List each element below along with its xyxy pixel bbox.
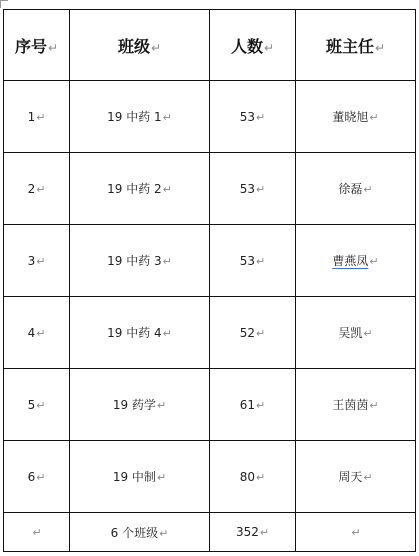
- header-teacher-text: 班主任: [325, 36, 374, 56]
- paragraph-mark-icon: ↵: [36, 398, 46, 412]
- paragraph-mark-icon: ↵: [36, 470, 46, 484]
- cell-index[interactable]: [4, 369, 70, 441]
- paragraph-mark-icon: ↵: [162, 111, 172, 124]
- cell-class[interactable]: [70, 153, 210, 225]
- paragraph-mark-icon: ↵: [36, 182, 46, 196]
- table-row: [4, 225, 416, 297]
- paragraph-mark-icon: ↵: [369, 255, 379, 268]
- paragraph-mark-icon: ↵: [36, 326, 46, 340]
- paragraph-mark-icon: ↵: [256, 470, 266, 484]
- cell-index[interactable]: [4, 153, 70, 225]
- cell-text: 5: [27, 397, 36, 412]
- paragraph-mark-icon: ↵: [159, 526, 169, 540]
- cell-text: 4: [27, 325, 36, 340]
- cell-text: 53: [239, 181, 256, 196]
- header-teacher[interactable]: [296, 10, 416, 81]
- cell-class[interactable]: [70, 297, 210, 369]
- cell-text: 19 中药 2: [107, 182, 162, 196]
- table-row: [4, 81, 416, 153]
- cell-text: 19 药学: [112, 398, 156, 412]
- paragraph-mark-icon: ↵: [256, 182, 266, 196]
- cell-text: 6: [27, 469, 36, 484]
- cell-text: 3: [27, 253, 36, 268]
- paragraph-mark-icon: ↵: [36, 254, 46, 268]
- table-row: [4, 153, 416, 225]
- table-row: [4, 369, 416, 441]
- cell-teacher[interactable]: [296, 297, 416, 369]
- table-header-row: [4, 10, 416, 81]
- paragraph-mark-icon: ↵: [47, 40, 59, 55]
- paragraph-mark-icon: ↵: [32, 526, 42, 539]
- cell-text: 吴凯: [338, 326, 363, 340]
- table-row: [4, 297, 416, 369]
- cell-index[interactable]: [4, 441, 70, 513]
- cell-text: 53: [239, 109, 256, 124]
- total-row: [4, 513, 416, 552]
- cell-teacher[interactable]: [296, 441, 416, 513]
- header-index-text: 序号: [14, 36, 47, 56]
- cell-class[interactable]: [70, 369, 210, 441]
- paragraph-mark-icon: ↵: [259, 526, 270, 539]
- cell-text: 19 中药 3: [107, 254, 162, 268]
- paragraph-mark-icon: ↵: [351, 526, 361, 539]
- cell-text: 6 个班级: [110, 525, 159, 540]
- header-class[interactable]: [70, 10, 210, 81]
- paragraph-mark-icon: ↵: [374, 40, 386, 55]
- header-count-text: 人数: [230, 36, 263, 56]
- paragraph-mark-icon: ↵: [256, 326, 266, 340]
- paragraph-mark-icon: ↵: [162, 327, 172, 340]
- header-class-text: 班级: [117, 36, 150, 56]
- paragraph-mark-icon: ↵: [363, 471, 373, 484]
- cell-text: 19 中制: [112, 470, 156, 484]
- paragraph-mark-icon: ↵: [256, 398, 266, 412]
- cell-text: 80: [239, 469, 256, 484]
- paragraph-mark-icon: ↵: [150, 40, 162, 55]
- cell-text: 19 中药 4: [107, 326, 162, 340]
- paragraph-mark-icon: ↵: [256, 254, 266, 268]
- cell-text: 61: [239, 397, 256, 412]
- cell-count[interactable]: [210, 81, 296, 153]
- cell-count[interactable]: [210, 153, 296, 225]
- paragraph-mark-icon: ↵: [363, 327, 373, 340]
- cell-text: 352: [235, 525, 259, 539]
- paragraph-mark-icon: ↵: [36, 110, 46, 124]
- paragraph-mark-icon: ↵: [369, 399, 379, 412]
- cell-teacher[interactable]: [296, 225, 416, 297]
- cell-class[interactable]: [70, 81, 210, 153]
- cell-text: 周天: [338, 470, 363, 484]
- table-row: [4, 441, 416, 513]
- spellcheck-flagged-text: 曹燕凤: [332, 254, 369, 268]
- cell-class[interactable]: [70, 441, 210, 513]
- cell-index[interactable]: [4, 81, 70, 153]
- paragraph-mark-icon: ↵: [369, 111, 379, 124]
- cell-class[interactable]: [70, 513, 210, 552]
- cell-text: 19 中药 1: [107, 110, 162, 124]
- cell-text: 53: [239, 253, 256, 268]
- paragraph-mark-icon: ↵: [162, 183, 172, 196]
- cell-text: 徐磊: [338, 182, 363, 196]
- header-index[interactable]: [4, 10, 70, 81]
- cell-teacher[interactable]: [296, 81, 416, 153]
- cell-text: 王茵茵: [332, 398, 369, 412]
- header-count[interactable]: [210, 10, 296, 81]
- paragraph-mark-icon: ↵: [256, 110, 266, 124]
- cell-teacher[interactable]: [296, 153, 416, 225]
- cell-count[interactable]: [210, 225, 296, 297]
- cell-class[interactable]: [70, 225, 210, 297]
- paragraph-mark-icon: ↵: [156, 471, 167, 484]
- class-roster-table: [3, 9, 416, 552]
- cell-text: 52: [239, 325, 256, 340]
- cell-count[interactable]: [210, 369, 296, 441]
- cell-teacher[interactable]: [296, 369, 416, 441]
- paragraph-mark-icon: ↵: [162, 255, 172, 268]
- cell-index[interactable]: [4, 297, 70, 369]
- cell-index[interactable]: [4, 513, 70, 552]
- cell-teacher[interactable]: [296, 513, 416, 552]
- cell-index[interactable]: [4, 225, 70, 297]
- cell-count[interactable]: [210, 441, 296, 513]
- paragraph-mark-icon: ↵: [263, 40, 275, 55]
- cell-count[interactable]: [210, 297, 296, 369]
- cell-count[interactable]: [210, 513, 296, 552]
- cell-text: 董晓旭: [332, 110, 369, 124]
- cell-text: 1: [27, 109, 36, 124]
- cell-text: 2: [27, 181, 36, 196]
- paragraph-mark-icon: ↵: [156, 399, 167, 412]
- paragraph-mark-icon: ↵: [363, 183, 373, 196]
- page-corner-mark: [0, 0, 8, 8]
